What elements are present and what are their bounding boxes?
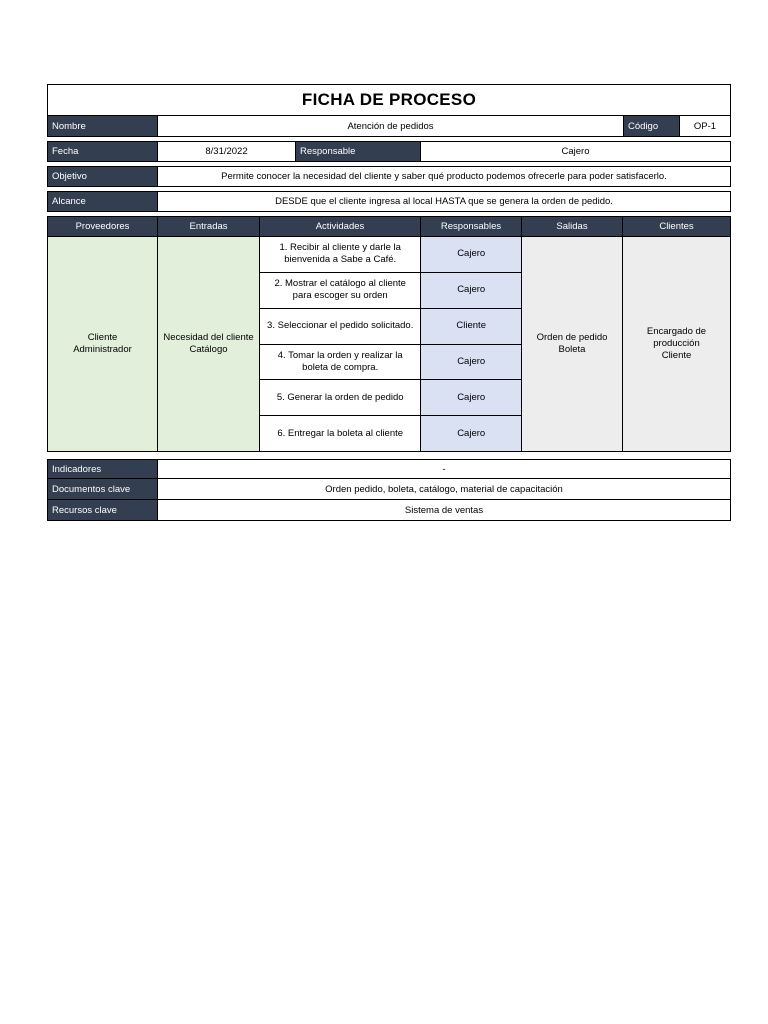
alcance-value: DESDE que el cliente ingresa al local HASTA que se genera la orden de pedido. [157, 192, 730, 211]
activity-text: 2. Mostrar el catálogo al cliente para escoger su orden [274, 278, 406, 302]
salida-item: Boleta [558, 344, 586, 355]
activity-responsable: Cajero [420, 416, 521, 451]
activity-row [260, 415, 521, 451]
documentos-value: Orden pedido, boleta, catálogo, material de capacitación [157, 479, 730, 499]
entrada-item: Necesidad del cliente [163, 332, 254, 343]
proveedor-item: Administrador [73, 344, 132, 355]
process-body [47, 237, 731, 452]
process-sheet [47, 84, 731, 521]
actividades-column [259, 237, 521, 451]
indicadores-value: - [157, 460, 730, 478]
clientes-cell [622, 237, 730, 451]
activity-responsable: Cajero [420, 345, 521, 380]
documentos-label: Documentos clave [48, 479, 157, 499]
header-responsables: Responsables [420, 217, 521, 236]
nombre-value: Atención de pedidos [157, 116, 623, 136]
activity-text: 6. Entregar la boleta al cliente [277, 427, 404, 439]
header-actividades: Actividades [259, 217, 420, 236]
header-salidas: Salidas [521, 217, 622, 236]
activity-responsable: Cajero [420, 380, 521, 415]
fecha-row [47, 141, 731, 162]
activity-row [260, 272, 521, 308]
sheet-title: FICHA DE PROCESO [47, 84, 731, 116]
recursos-value: Sistema de ventas [157, 500, 730, 520]
nombre-row [47, 116, 731, 137]
header-clientes: Clientes [622, 217, 730, 236]
documentos-row [47, 479, 731, 500]
activity-row [260, 237, 521, 272]
codigo-value: OP-1 [679, 116, 730, 136]
proveedores-cell [48, 237, 157, 451]
entradas-cell [157, 237, 259, 451]
fecha-value: 8/31/2022 [157, 142, 295, 161]
objetivo-label: Objetivo [48, 167, 157, 186]
cliente-item: Encargado de producción [646, 326, 707, 349]
alcance-row [47, 191, 731, 212]
cliente-item: Cliente [661, 350, 692, 361]
objetivo-row [47, 166, 731, 187]
salidas-cell [521, 237, 622, 451]
recursos-row [47, 500, 731, 521]
responsable-value: Cajero [420, 142, 730, 161]
activity-row [260, 344, 521, 380]
activity-text: 4. Tomar la orden y realizar la boleta de compra. [277, 349, 403, 373]
proveedor-item: Cliente [87, 332, 118, 343]
table-header-row [47, 216, 731, 237]
salida-item: Orden de pedido [536, 332, 608, 343]
header-entradas: Entradas [157, 217, 259, 236]
indicadores-label: Indicadores [48, 460, 157, 478]
objetivo-value: Permite conocer la necesidad del cliente y saber qué producto podemos ofrecerle para poder satisfacerlo. [157, 167, 730, 186]
activity-responsable: Cajero [420, 273, 521, 308]
activity-responsable: Cliente [420, 309, 521, 344]
activity-text: 3. Seleccionar el pedido solicitado. [267, 320, 414, 332]
activity-responsable: Cajero [420, 237, 521, 272]
activity-text: 5. Generar la orden de pedido [276, 391, 404, 403]
recursos-label: Recursos clave [48, 500, 157, 520]
alcance-label: Alcance [48, 192, 157, 211]
fecha-label: Fecha [48, 142, 157, 161]
nombre-label: Nombre [48, 116, 157, 136]
header-proveedores: Proveedores [48, 217, 157, 236]
activity-row [260, 308, 521, 344]
entrada-item: Catálogo [189, 344, 228, 355]
activity-row [260, 379, 521, 415]
indicadores-row [47, 459, 731, 479]
activity-text: 1. Recibir al cliente y darle la bienvenida a Sabe a Café. [279, 242, 401, 266]
codigo-label: Código [623, 116, 679, 136]
responsable-label: Responsable [295, 142, 420, 161]
